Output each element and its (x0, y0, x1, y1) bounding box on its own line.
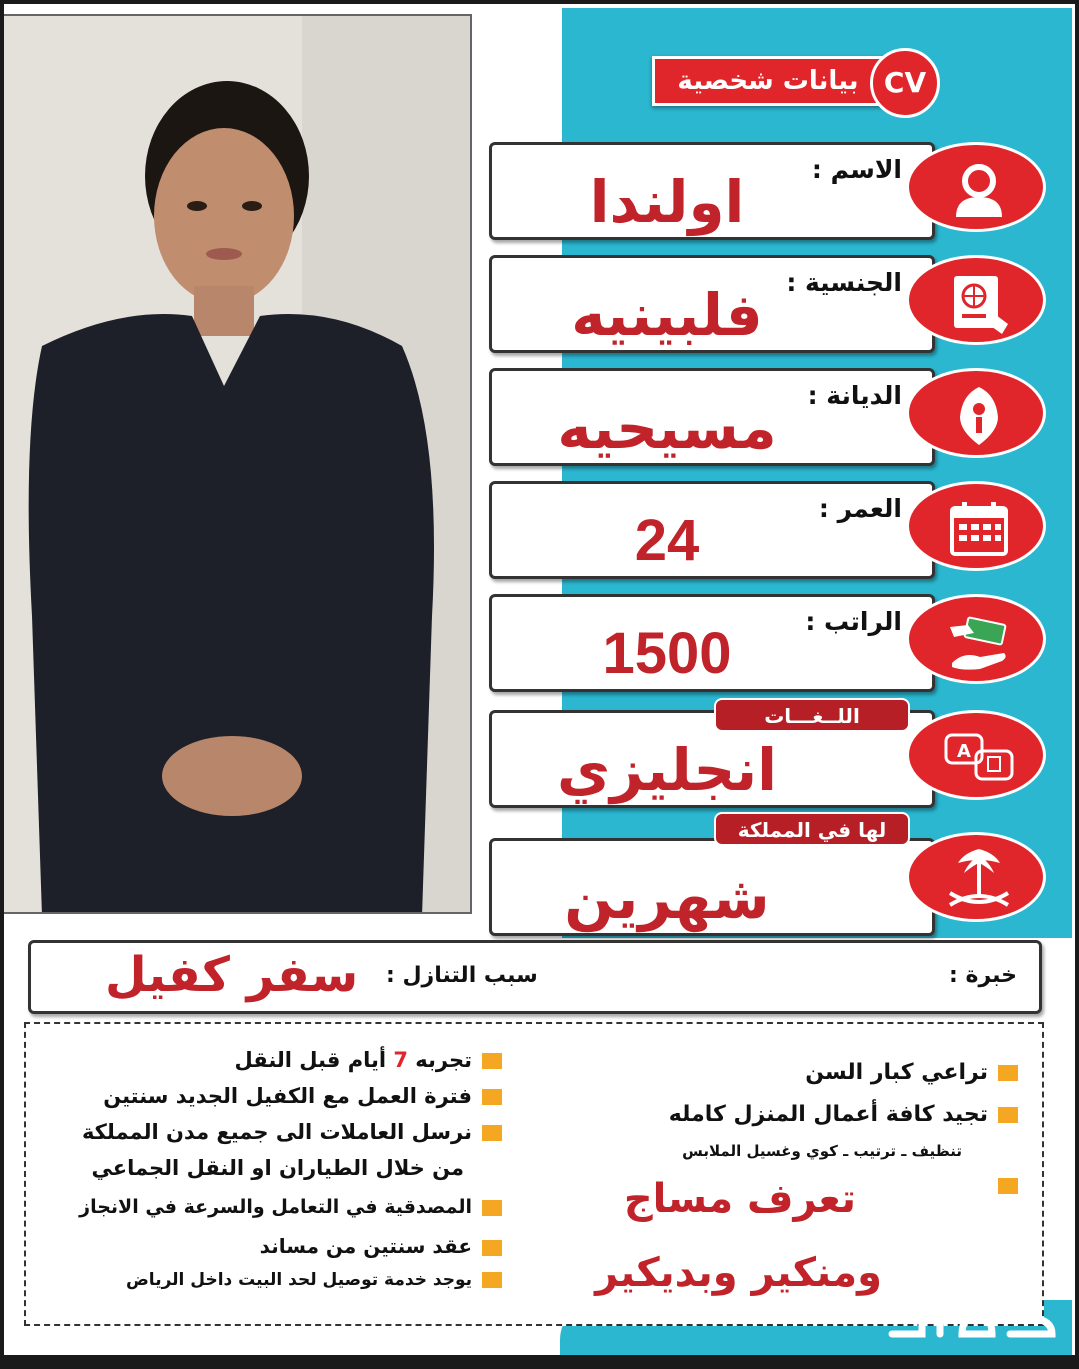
personal-data-title: بيانات شخصية (652, 56, 884, 106)
reason-label: سبب التنازل : (386, 963, 538, 988)
list-item: عقد سنتين من مساند (260, 1234, 502, 1258)
trial-days-number: 7 (393, 1048, 408, 1072)
person-icon (906, 142, 1046, 232)
languages-value: انجليزي (556, 736, 778, 804)
in-kingdom-field (489, 838, 935, 936)
svg-text:A: A (957, 741, 971, 762)
nationality-value: فلبينيه (571, 281, 763, 349)
list-item: تجربه 7 أيام قبل النقل (234, 1048, 502, 1072)
bullet-square (482, 1053, 502, 1069)
salary-field (489, 594, 935, 692)
bullet-square (998, 1178, 1018, 1194)
watermark-logo-icon (882, 1296, 1062, 1346)
name-field (489, 142, 935, 240)
bullet-square (998, 1107, 1018, 1123)
reason-bar (28, 940, 1042, 1014)
details-box (24, 1022, 1044, 1326)
salary-value: 1500 (602, 621, 732, 686)
list-item: تراعي كبار السن (805, 1060, 1018, 1085)
nationality-field (489, 255, 935, 353)
age-label: العمر : (818, 494, 902, 523)
religion-icon (906, 368, 1046, 458)
age-field (489, 481, 935, 579)
list-item: نرسل العاملات الى جميع مدن المملكة (82, 1120, 502, 1144)
list-item: تجيد كافة أعمال المنزل كامله (669, 1102, 1018, 1127)
bullet-square (482, 1125, 502, 1141)
bullet-square (998, 1065, 1018, 1081)
list-item: من خلال الطياران او النقل الجماعي (91, 1156, 464, 1180)
bullet-square (482, 1272, 502, 1288)
in-kingdom-value: شهرين (564, 864, 770, 932)
religion-value: مسيحيه (557, 394, 777, 462)
bullet-square (482, 1200, 502, 1216)
age-value: 24 (634, 508, 700, 573)
name-value: اولندا (589, 168, 745, 236)
bullet-square (482, 1089, 502, 1105)
passport-icon (906, 255, 1046, 345)
saudi-emblem-icon (906, 832, 1046, 922)
nationality-label: الجنسية : (786, 268, 902, 297)
salary-label: الراتب : (805, 607, 902, 636)
bullet-square (482, 1240, 502, 1256)
reason-value: سفر كفيل (105, 947, 359, 1003)
list-item: يوجد خدمة توصيل لحد البيت داخل الرياض (126, 1270, 502, 1290)
worker-photo (0, 14, 472, 914)
religion-label: الديانة : (807, 381, 902, 410)
list-item: فترة العمل مع الكفيل الجديد سنتين (103, 1084, 502, 1108)
experience-label: خبرة : (949, 963, 1017, 988)
manicure-line: ومنكير وبديكير (595, 1250, 882, 1296)
name-label: الاسم : (811, 155, 902, 184)
cv-badge: CV (870, 48, 940, 118)
in-kingdom-tab: لها في المملكة (714, 812, 910, 846)
massage-line: تعرف مساج (623, 1176, 856, 1222)
housework-details: تنظيف ـ ترتيب ـ كوي وغسيل الملابس (682, 1142, 962, 1160)
translate-icon (906, 710, 1046, 800)
salary-icon (906, 594, 1046, 684)
languages-tab: اللــغـــات (714, 698, 910, 732)
calendar-icon (906, 481, 1046, 571)
cv-header (652, 48, 942, 114)
list-item: المصدقية في التعامل والسرعة في الانجاز (79, 1196, 502, 1218)
religion-field (489, 368, 935, 466)
